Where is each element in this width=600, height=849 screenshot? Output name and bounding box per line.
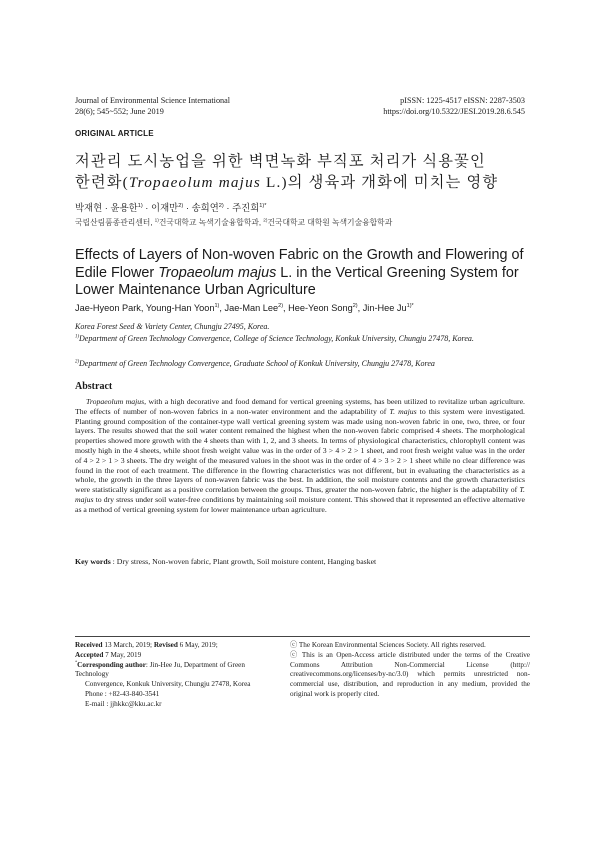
english-affiliation-main: Korea Forest Seed & Variety Center, Chungju 27495, Korea. <box>75 322 270 331</box>
author-separator: , <box>140 303 146 313</box>
english-authors <box>75 303 414 313</box>
affiliation-2: 건국대학교 대학원 녹색기술융합학과 <box>267 218 393 227</box>
article-type: ORIGINAL ARTICLE <box>75 129 154 138</box>
abstract-species: T. majus <box>389 406 417 416</box>
revised-date: 6 May, 2019; <box>177 641 218 649</box>
footnote-divider <box>75 636 530 637</box>
english-title-post: L. in the Vertical Greening System for Lower Maintenance Urban Agriculture <box>75 264 519 299</box>
revised-label: Revised <box>153 641 178 649</box>
footnote-license <box>290 641 530 700</box>
author-separator: · <box>142 202 152 213</box>
english-title <box>75 247 540 300</box>
english-title-pre: Effects of Layers of Non-woven Fabric on the Growth and Flowering of Edile Flower <box>75 247 524 281</box>
received-label: Received <box>75 641 103 649</box>
author-name: 이재만 <box>151 202 179 213</box>
author-separator: , <box>219 303 225 313</box>
journal-volume: 28(6); 545~552; June 2019 <box>75 107 164 116</box>
author-mark: 1)* <box>259 202 267 209</box>
korean-affiliations <box>75 217 392 228</box>
affiliation-mark: 1) <box>75 334 79 340</box>
korean-authors <box>75 200 266 214</box>
abstract-body <box>75 397 525 515</box>
korean-title-line2 <box>75 172 545 193</box>
affiliation-mark: 2) <box>263 217 268 223</box>
affiliation-mark: 1) <box>154 217 159 223</box>
author-separator: · <box>102 202 111 213</box>
corresponding-text: : Jin-Hee Ju, Department of Green Technology <box>75 660 245 679</box>
affiliation-2-text: Department of Green Technology Convergence, Graduate School of Konkuk University, Chungju 27478, Korea <box>79 359 435 368</box>
received-revised <box>75 641 275 651</box>
abstract-species: Tropaeolum majus <box>86 397 145 406</box>
abstract-heading: Abstract <box>75 381 113 392</box>
korean-title-post: L.)의 생육과 개화에 미치는 영향 <box>261 174 499 191</box>
corresponding-phone: Phone : +82-43-840-3541 <box>85 689 160 698</box>
author-mark: 2) <box>178 202 184 209</box>
issn: pISSN: 1225-4517 eISSN: 2287-3503 <box>400 96 525 105</box>
abstract-text: to dry stress under soil water-free conditions by maintaining soil moisture content. This showed that it represented an effective alternative as a method of vertical greening system for lower maintenance urban agriculture. <box>75 494 525 514</box>
accepted <box>75 651 275 661</box>
author-separator: , <box>357 303 363 313</box>
footnote-dates-correspondence <box>75 641 275 710</box>
affiliation-1-text: Department of Green Technology Convergence, College of Science Technology, Konkuk University, Chungju 27478, Korea. <box>79 334 474 343</box>
journal-name: Journal of Environmental Science International <box>75 96 231 105</box>
korean-title <box>75 151 545 193</box>
author-name: Hee-Yeon Song <box>288 303 353 313</box>
journal-header <box>75 95 230 117</box>
author-separator: · <box>183 202 192 213</box>
affiliation-main: 국립산림품종관리센터, <box>75 218 155 227</box>
affiliation-mark: 2) <box>75 359 79 365</box>
author-mark: 2) <box>352 302 358 309</box>
author-name: 송희연 <box>191 202 219 213</box>
abstract-species: T. majus <box>75 485 525 504</box>
author-mark: 1)* <box>406 302 414 309</box>
author-name: Jae-Hyeon Park <box>75 303 141 313</box>
license-notice: ⓒ This is an Open-Access article distributed under the terms of the Creative Commons Attribution Non-Commercial License (http:// creativecommons.org/licenses/by-nc/3.0) which permits unrestricted non-commercial use, distribution, and reproduction in any medium, provided the original work is properly cited. <box>290 650 530 698</box>
author-mark: 1) <box>214 302 220 309</box>
keywords <box>75 557 376 566</box>
korean-title-pre: 한련화( <box>75 174 129 191</box>
abstract-text: to this system were investigated. Planting ground composition of the container-type wall vertical greening system was made using non-woven fabric in one, two, three, or four layers. The results showed that the soil water content remained the highest when the non-woven fabric comprised 4 sheets. The morphological properties showed more growth with the 4 sheets than with 1, 2, and 3 sheets. In terms of physiological characteristics, chlorophyll content was mostly high in the 4 sheets, while shoot fresh weight value was in the order of 3 > 4 > 2 > 1 sheet, and root fresh weight value was in the order of 4 > 2 > 1 > 3 sheets. The dry weight of the measured values in the shoot was in the order of 4 > 3 > 2 > 1 sheet while no clear difference was found in the root of each treatment. The difference in the flowring characteristics was not different, but in evaluating the characteristics as a whole, the growth in the three layers of non-waven fabric was the best. In addition, the soil moisture contents and the growth characteristics were statistically significant as a positive correlation between the groups. Thus, greater the non-woven fabric, the higher is the adaptability of <box>75 406 525 495</box>
keywords-text: : Dry stress, Non-woven fabric, Plant growth, Soil moisture content, Hanging basket <box>110 557 377 566</box>
affiliation-1: 건국대학교 녹색기술융합학과, <box>158 218 264 227</box>
journal-identifiers <box>383 95 525 117</box>
korean-title-line1: 저관리 도시농업을 위한 벽면녹화 부직포 처리가 식용꽃인 <box>75 153 486 170</box>
author-mark: 2) <box>278 302 284 309</box>
author-name: Young-Han Yoon <box>145 303 215 313</box>
accepted-date: 7 May, 2019 <box>103 650 142 659</box>
keywords-label: Key words <box>75 557 111 566</box>
author-name: 주진희 <box>232 202 260 213</box>
author-name: Jae-Man Lee <box>224 303 279 313</box>
english-title-species: Tropaeolum majus <box>158 264 277 281</box>
doi-link[interactable]: https://doi.org/10.5322/JESI.2019.28.6.545 <box>383 107 525 116</box>
author-name: 박재현 <box>75 202 103 213</box>
author-name: 윤용한 <box>110 202 138 213</box>
corresponding-address: Convergence, Konkuk University, Chungju 27478, Korea <box>85 680 251 689</box>
received-date: 13 March, 2019; <box>102 641 154 649</box>
abstract-text: , with a high decorative and food demand for vertical greening systems, has been utilized to revitalize urban agriculture. The effects of number of non-woven fabrics in a non-water environment and the adaptability of <box>75 397 525 416</box>
author-mark: 2) <box>218 202 224 209</box>
corresponding-mark: * <box>75 659 78 665</box>
accepted-label: Accepted <box>75 650 104 659</box>
english-affiliation-2 <box>75 358 530 369</box>
author-name: Jin-Hee Ju <box>362 303 407 313</box>
copyright-notice: ⓒ The Korean Environmental Sciences Society. All rights reserved. <box>290 641 486 649</box>
corresponding-author <box>75 661 275 681</box>
english-affiliation-1 <box>75 333 530 344</box>
author-separator: · <box>223 202 233 213</box>
author-mark: 1) <box>137 202 143 209</box>
korean-title-species: Tropaeolum majus <box>128 174 262 191</box>
author-separator: , <box>283 303 289 313</box>
corresponding-email[interactable]: E-mail : jjhkkc@kku.ac.kr <box>85 699 162 708</box>
corresponding-label: Corresponding author <box>77 660 146 669</box>
